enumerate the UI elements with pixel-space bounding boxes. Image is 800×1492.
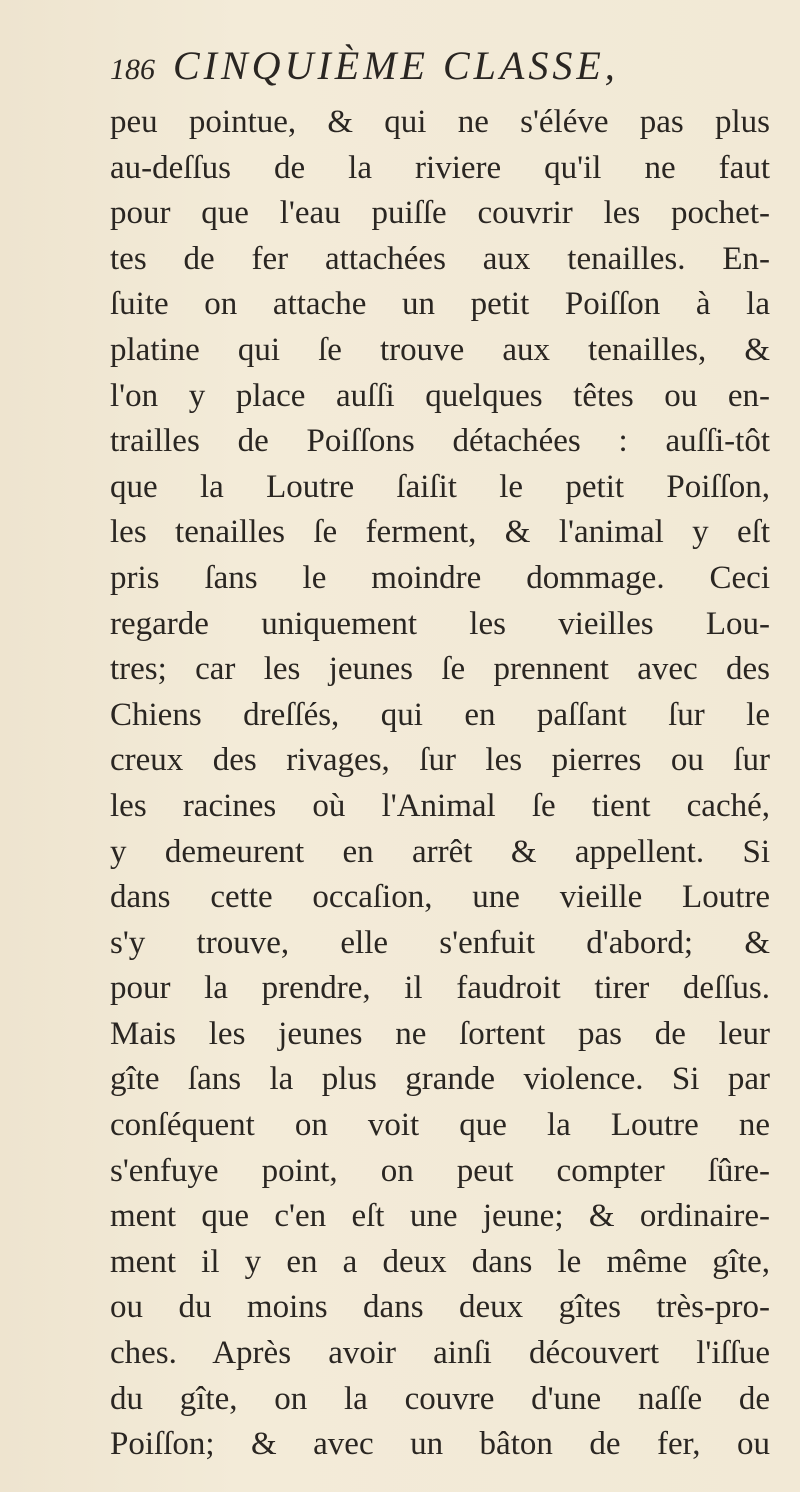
text-line: peu pointue, & qui ne s'éléve pas plus: [110, 104, 770, 140]
text-line: s'enfuye point, on peut compter ſûre-: [110, 1152, 770, 1189]
page-number: 186: [110, 53, 155, 86]
text-line: trailles de Poiſſons détachées : auſſi-tôt: [110, 423, 770, 460]
text-line: Mais les jeunes ne ſortent pas de leur: [110, 1015, 770, 1052]
text-line: platine qui ſe trouve aux tenailles, &: [110, 331, 770, 368]
text-line: du gîte, on la couvre d'une naſſe de: [110, 1380, 770, 1417]
running-head: CINQUIÈME CLASSE,: [173, 43, 619, 88]
text-line: que la Loutre ſaiſit le petit Poiſſon,: [110, 468, 770, 505]
text-line: ment il y en a deux dans le même gîte,: [110, 1243, 770, 1280]
body-text: [110, 100, 770, 1468]
text-line: conſéquent on voit que la Loutre ne: [110, 1107, 770, 1144]
text-line: ou du moins dans deux gîtes très-pro-: [110, 1289, 770, 1326]
text-line: ſuite on attache un petit Poiſſon à la: [110, 286, 770, 323]
text-line: les tenailles ſe ferment, & l'animal y eſt: [110, 514, 770, 551]
text-line: gîte ſans la plus grande violence. Si par: [110, 1061, 770, 1098]
text-line: au-deſſus de la riviere qu'il ne faut: [110, 149, 770, 186]
text-line: les racines où l'Animal ſe tient caché,: [110, 787, 770, 824]
page-header: [110, 42, 770, 100]
text-line: s'y trouve, elle s'enfuit d'abord; &: [110, 924, 770, 961]
text-line: dans cette occaſion, une vieille Loutre: [110, 879, 770, 916]
text-line: tes de fer attachées aux tenailles. En-: [110, 240, 770, 277]
text-line: tres; car les jeunes ſe prennent avec des: [110, 651, 770, 688]
text-line: l'on y place auſſi quelques têtes ou en-: [110, 377, 770, 414]
text-line: y demeurent en arrêt & appellent. Si: [110, 833, 770, 870]
text-line: Poiſſon; & avec un bâton de fer, ou: [110, 1426, 770, 1463]
text-line: ment que c'en eſt une jeune; & ordinaire-: [110, 1198, 770, 1235]
text-line: pour la prendre, il faudroit tirer deſſus.: [110, 970, 770, 1007]
text-line: pour que l'eau puiſſe couvrir les pochet-: [110, 195, 770, 232]
text-line: regarde uniquement les vieilles Lou-: [110, 605, 770, 642]
text-line: creux des rivages, ſur les pierres ou ſur: [110, 742, 770, 779]
text-line: Chiens dreſſés, qui en paſſant ſur le: [110, 696, 770, 733]
text-line: ches. Après avoir ainſi découvert l'iſſue: [110, 1335, 770, 1372]
text-line: pris ſans le moindre dommage. Ceci: [110, 559, 770, 596]
